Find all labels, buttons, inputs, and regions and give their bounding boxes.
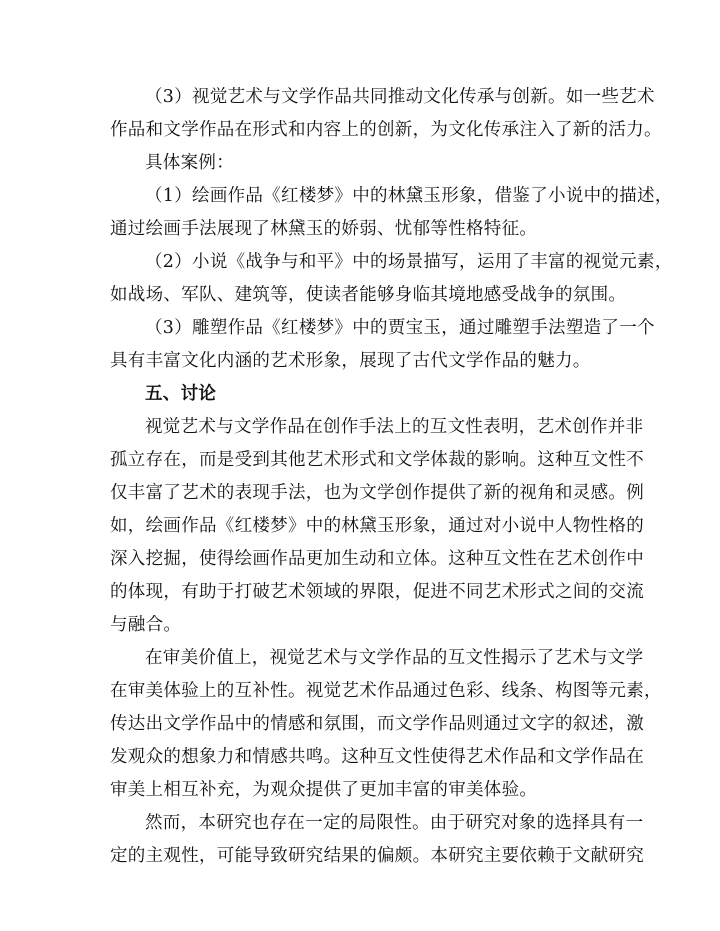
paragraph-line: 仅丰富了艺术的表现手法，也为文学创作提供了新的视角和灵感。例 — [110, 483, 644, 503]
section-heading: 五、讨论 — [145, 384, 217, 404]
paragraph-line: 在审美价值上，视觉艺术与文学作品的互文性揭示了艺术与文学 — [145, 648, 644, 668]
paragraph-line: 发观众的想象力和情感共鸣。这种互文性使得艺术作品和文学作品在 — [110, 747, 644, 767]
paragraph-line: 在审美体验上的互补性。视觉艺术作品通过色彩、线条、构图等元素， — [110, 681, 662, 701]
paragraph-line: 传达出文学作品中的情感和氛围，而文学作品则通过文字的叙述，激 — [110, 714, 644, 734]
paragraph-line: 定的主观性，可能导致研究结果的偏颇。本研究主要依赖于文献研究 — [110, 846, 644, 866]
paragraph-line: （3）雕塑作品《红楼梦》中的贾宝玉，通过雕塑手法塑造了一个 — [145, 318, 655, 338]
paragraph-line: 然而，本研究也存在一定的局限性。由于研究对象的选择具有一 — [145, 813, 644, 833]
paragraph-line: 具有丰富文化内涵的艺术形象，展现了古代文学作品的魅力。 — [110, 351, 591, 371]
paragraph-line: （1）绘画作品《红楼梦》中的林黛玉形象，借鉴了小说中的描述， — [145, 186, 673, 206]
paragraph-line: 通过绘画手法展现了林黛玉的娇弱、忧郁等性格特征。 — [110, 219, 538, 239]
paragraph-line: 具体案例： — [145, 153, 234, 173]
paragraph-line: 如，绘画作品《红楼梦》中的林黛玉形象，通过对小说中人物性格的 — [110, 516, 644, 536]
paragraph-line: 视觉艺术与文学作品在创作手法上的互文性表明，艺术创作并非 — [145, 417, 644, 437]
paragraph-line: 审美上相互补充，为观众提供了更加丰富的审美体验。 — [110, 780, 538, 800]
paragraph-line: 孤立存在，而是受到其他艺术形式和文学体裁的影响。这种互文性不 — [110, 450, 644, 470]
paragraph-line: 如战场、军队、建筑等，使读者能够身临其境地感受战争的氛围。 — [110, 285, 627, 305]
paragraph-line: 的体现，有助于打破艺术领域的界限，促进不同艺术形式之间的交流 — [110, 582, 644, 602]
paragraph-line: 与融合。 — [110, 615, 182, 635]
paragraph-line: （3）视觉艺术与文学作品共同推动文化传承与创新。如一些艺术 — [145, 87, 655, 107]
paragraph-line: （2）小说《战争与和平》中的场景描写，运用了丰富的视觉元素， — [145, 252, 673, 272]
paragraph-line: 深入挖掘，使得绘画作品更加生动和立体。这种互文性在艺术创作中 — [110, 549, 644, 569]
paragraph-line: 作品和文学作品在形式和内容上的创新，为文化传承注入了新的活力。 — [110, 120, 662, 140]
